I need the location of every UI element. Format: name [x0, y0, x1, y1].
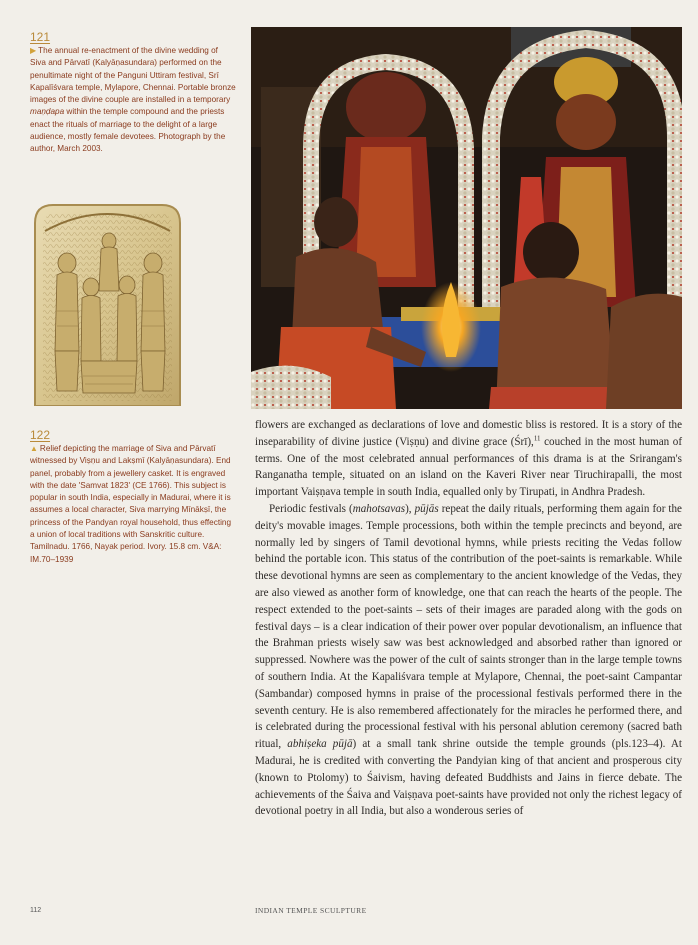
text-run: couched in the most human of terms. One of the most celebrated annual performances of this drama is at the Srirangam's Ranganatha temple, situated on an island on the Kaveri River near Tiruchirapalli, the most important Vaiṣṇava temple in south India, equalled only by Tirupati, in Andhra Pradesh. — [255, 435, 683, 499]
ivory-relief-image — [31, 201, 184, 406]
body-text — [255, 417, 682, 820]
text-run: ) at a small tank shrine outside the temple grounds (pls.123–4). At Madurai, he is credited with converting the Pandyian king of that ancient and prosperous city (known to Ptolomy) to Śaivism, having defeated Buddhists and Jains in fierce debate. The achievements of the Śaiva and Vaiṣṇava poet-saints have provided not only the richest legacy of devotional poetry in all India, but also a wonderous series of — [255, 738, 682, 818]
text-run: ), — [405, 502, 415, 515]
caption-text: within the temple compound and the priests enact the rituals of marriage to the delight of a large audience, mostly female devotees. Photograph by the author, March 2003. — [30, 107, 226, 154]
triangle-icon: ▶ — [30, 46, 37, 55]
italic-term: mahotsavas — [352, 502, 406, 515]
figure-121-caption — [30, 45, 236, 156]
paragraph — [255, 417, 682, 501]
italic-term: pūjās — [414, 502, 439, 515]
triangle-icon: ▲ — [30, 444, 38, 453]
italic-term: abhiṣeka pūjā — [287, 738, 353, 751]
text-run: repeat the daily rituals, performing them again for the deity's movable images. Temple processions, both within the temple precincts and beyond, are normally led by singers of Tamil devotional hymns, while priests reciting the Vedas follow behind the portable icon. This status of the contribution of the poet-saints is remarkable. While these devotional hymns are seen as complementary to the ancient knowledge of the Vedas, they are also viewed as another form of knowledge, one that can reach the hearts of the people. The respect extended to the poet-saints – sets of their images are paraded along with the gods on festival days – is a clear indication of their power over popular devotionalism, an influence that the Brahman priests wisely saw was best acknowledged and absorbed rather than ignored or suppressed. Nowhere was the power of the cult of saints stronger than in the large temple towns of southern India. At the Kapaliśvara temple at Mylapore, Chennai, the poet-saint Campantar (Sambandar) composed hymns in praise of the processional festivals performed there in the seventh century. He is also remembered affectionately for the miracles he performed there, and is celebrated during the processional festival with his personal ablution ceremony (sacred bath ritual, — [255, 502, 682, 751]
figure-121-number: 121 — [30, 30, 51, 44]
page-number: 112 — [30, 907, 42, 914]
footnote-ref: 11 — [533, 434, 541, 443]
festival-photograph — [251, 27, 682, 409]
text-run: Periodic festivals ( — [269, 502, 353, 515]
text-run: flowers are exchanged as declarations of love and domestic bliss is restored. It is a story of the inseparability of divine justice (Viṣṇu) and divine grace (Śrī), — [255, 419, 682, 448]
caption-text: Relief depicting the marriage of Siva and Pārvatī witnessed by Viṣṇu and Lakṣmī (Kalyāṇasundara). End panel, probably from a jewellery casket. It is engraved with the date 'Samvat 1823' (CE 1766). This subject is popular in south India, especially in Madurai, where it is assumes a local character, Siva marrying Mīnākṣī, the princess of the Pandyan royal household, thus effecting a union of local traditions with Sanskritic culture. Tamilnadu. 1766, Nayak period. Ivory. 15.8 cm. V&A: IM.70–1939 — [30, 444, 232, 564]
caption-italic-term: maṇḍapa — [30, 107, 65, 117]
caption-text: The annual re-enactment of the divine wedding of Siva and Pārvatī (Kalyāṇasundara) performed on the penultimate night of the Panguni Uttiram festival, Srī Kapalīśvara temple, Mylapore, Chennai. Portable bronze images of the divine couple are installed in a temporary — [30, 46, 236, 105]
figure-122-number: 122 — [30, 428, 51, 442]
running-title: INDIAN TEMPLE SCULPTURE — [255, 906, 367, 915]
paragraph — [255, 501, 682, 820]
figure-122-caption — [30, 443, 236, 566]
